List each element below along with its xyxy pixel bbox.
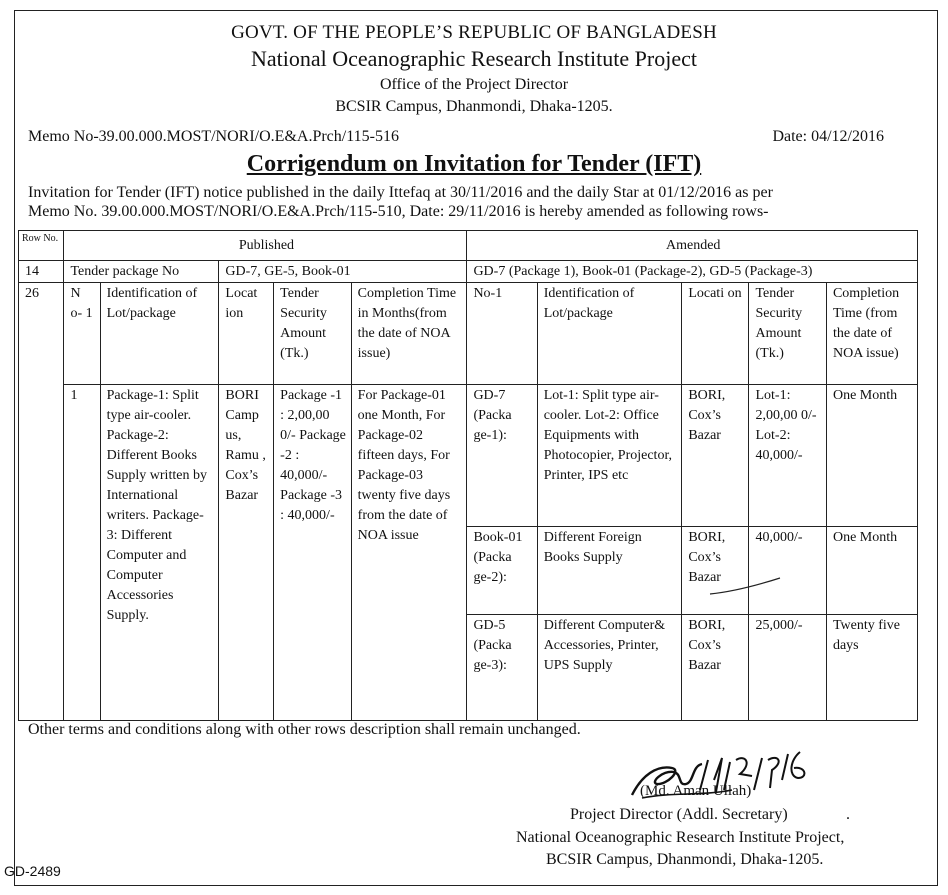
- pub-col-no: N o- 1: [64, 283, 100, 385]
- intro-line-2: Memo No. 39.00.000.MOST/NORI/O.E&A.Prch/115-510, Date: 29/11/2016 is hereby amended as following rows-: [28, 203, 769, 220]
- table-row-26-body-1: [19, 385, 918, 527]
- signatory-institute: National Oceanographic Research Institute Project,: [516, 829, 845, 846]
- row-label: Tender package No: [64, 261, 219, 283]
- office-title: Office of the Project Director: [379, 76, 569, 93]
- govt-title: GOVT. OF THE PEOPLE’S REPUBLIC OF BANGLADESH: [231, 22, 717, 43]
- institute-title: National Oceanographic Research Institute Project: [251, 46, 697, 71]
- row-published-value: GD-7, GE-5, Book-01: [219, 261, 467, 283]
- pub-body-no: 1: [64, 385, 100, 721]
- amd-body-location: BORI, Cox’s Bazar: [682, 527, 749, 615]
- pub-col-location: Locat ion: [219, 283, 274, 385]
- pub-body-ident: Package-1: Split type air-cooler. Package-2: Different Books Supply written by International writers. Package-3: Different Computer and Computer Accessories Supply.: [100, 385, 219, 721]
- amd-col-location: Locati on: [682, 283, 749, 385]
- table-row-14: [19, 261, 918, 283]
- signatory-address: BCSIR Campus, Dhanmondi, Dhaka-1205.: [546, 851, 824, 868]
- footer-note: Other terms and conditions along with other rows description shall remain unchanged.: [28, 721, 581, 738]
- amd-body-ident: Different Foreign Books Supply: [537, 527, 682, 615]
- amd-body-ident: Lot-1: Split type air-cooler. Lot-2: Office Equipments with Photocopier, Projector, Printer, IPS etc: [537, 385, 682, 527]
- row-number: 26: [19, 283, 64, 721]
- memo-date: Date: 04/12/2016: [772, 128, 884, 145]
- amended-header: Amended: [467, 231, 918, 261]
- published-header: Published: [64, 231, 467, 261]
- amd-body-ident: Different Computer& Accessories, Printer, UPS Supply: [537, 615, 682, 721]
- amd-body-completion: Twenty five days: [826, 615, 917, 721]
- signatory-designation: Project Director (Addl. Secretary): [570, 806, 788, 823]
- amd-body-location: BORI, Cox’s Bazar: [682, 385, 749, 527]
- document-heading: Corrigendum on Invitation for Tender (IFT): [246, 151, 702, 177]
- amd-col-completion: Completion Time (from the date of NOA issue): [826, 283, 917, 385]
- memo-number: Memo No-39.00.000.MOST/NORI/O.E&A.Prch/115-516: [28, 128, 399, 145]
- amd-body-no: GD-5 (Packa ge-3):: [467, 615, 537, 721]
- amd-body-location: BORI, Cox’s Bazar: [682, 615, 749, 721]
- amd-body-security: Lot-1: 2,00,00 0/- Lot-2: 40,000/-: [749, 385, 826, 527]
- row-no-header: Row No.: [19, 231, 64, 261]
- amd-col-security: Tender Security Amount (Tk.): [749, 283, 826, 385]
- pub-body-security: Package -1 : 2,00,00 0/- Package -2 : 40,000/- Package -3 : 40,000/-: [274, 385, 351, 721]
- pub-col-security: Tender Security Amount (Tk.): [274, 283, 351, 385]
- intro-line-1: Invitation for Tender (IFT) notice published in the daily Ittefaq at 30/11/2016 and the daily Star at 01/12/2016 as per: [28, 184, 773, 201]
- amd-body-security: 40,000/-: [749, 527, 826, 615]
- signatory-name: (Md. Aman Ullah): [640, 783, 752, 799]
- pub-col-ident: Identification of Lot/package: [100, 283, 219, 385]
- amd-col-ident: Identification of Lot/package: [537, 283, 682, 385]
- amd-body-no: Book-01 (Packa ge-2):: [467, 527, 537, 615]
- amd-body-completion: One Month: [826, 385, 917, 527]
- table-row-26-headers: [19, 283, 918, 385]
- row-amended-value: GD-7 (Package 1), Book-01 (Package-2), GD-5 (Package-3): [467, 261, 918, 283]
- table-header-row: [19, 231, 918, 261]
- amendment-table: [18, 230, 918, 721]
- stray-dot: .: [846, 806, 850, 823]
- amd-col-no: No-1: [467, 283, 537, 385]
- office-address: BCSIR Campus, Dhanmondi, Dhaka-1205.: [335, 98, 613, 115]
- pub-body-location: BORI Camp us, Ramu , Cox’s Bazar: [219, 385, 274, 721]
- intro-paragraph: [28, 183, 928, 221]
- pub-col-completion: Completion Time in Months(from the date of NOA issue): [351, 283, 467, 385]
- amd-body-security: 25,000/-: [749, 615, 826, 721]
- pen-stroke-mark: [700, 570, 790, 600]
- amd-body-completion: One Month: [826, 527, 917, 615]
- amd-body-no: GD-7 (Packa ge-1):: [467, 385, 537, 527]
- document-code: GD-2489: [4, 863, 61, 879]
- row-number: 14: [19, 261, 64, 283]
- pub-body-completion: For Package-01 one Month, For Package-02 fifteen days, For Package-03 twenty five days from the date of NOA issue: [351, 385, 467, 721]
